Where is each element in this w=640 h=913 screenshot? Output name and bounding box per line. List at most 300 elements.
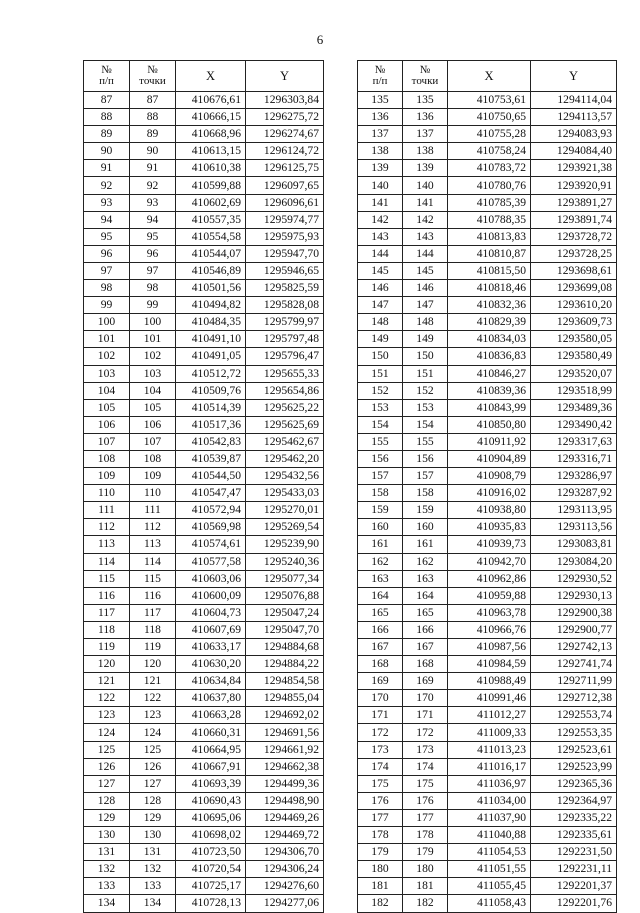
- table-row: [84, 827, 324, 844]
- cell-point-number: 179: [403, 844, 448, 861]
- table-row: [84, 502, 324, 519]
- cell-x: 410693,39: [176, 775, 246, 792]
- cell-y: 1292201,76: [531, 895, 617, 912]
- cell-point-number: 153: [403, 399, 448, 416]
- cell-y: 1293580,05: [531, 331, 617, 348]
- cell-x: 410676,61: [176, 92, 246, 109]
- table-row: [358, 827, 617, 844]
- cell-point-number: 170: [403, 690, 448, 707]
- cell-x: 410557,35: [176, 211, 246, 228]
- cell-point-number: 121: [130, 673, 176, 690]
- cell-row-number: 102: [84, 348, 130, 365]
- cell-point-number: 163: [403, 570, 448, 587]
- table-row: [84, 143, 324, 160]
- table-row: [84, 519, 324, 536]
- cell-point-number: 182: [403, 895, 448, 912]
- table-row: [84, 895, 324, 912]
- cell-y: 1293699,08: [531, 280, 617, 297]
- table-row: [84, 878, 324, 895]
- cell-x: 410547,47: [176, 485, 246, 502]
- table-row: [84, 690, 324, 707]
- cell-row-number: 94: [84, 211, 130, 228]
- cell-y: 1293728,72: [531, 228, 617, 245]
- cell-point-number: 158: [403, 485, 448, 502]
- table-row: [84, 741, 324, 758]
- cell-y: 1292741,74: [531, 656, 617, 673]
- header-point-number: № точки: [403, 61, 448, 92]
- cell-point-number: 135: [403, 92, 448, 109]
- cell-point-number: 102: [130, 348, 176, 365]
- cell-x: 410698,02: [176, 827, 246, 844]
- cell-point-number: 103: [130, 365, 176, 382]
- cell-x: 410815,50: [448, 262, 531, 279]
- cell-y: 1296303,84: [246, 92, 324, 109]
- cell-y: 1293518,99: [531, 382, 617, 399]
- table-header-row: [84, 61, 324, 92]
- table-row: [84, 536, 324, 553]
- table-row: [84, 211, 324, 228]
- cell-row-number: 105: [84, 399, 130, 416]
- cell-point-number: 171: [403, 707, 448, 724]
- cell-x: 410663,28: [176, 707, 246, 724]
- header-point-number: № точки: [130, 61, 176, 92]
- cell-row-number: 124: [84, 724, 130, 741]
- cell-row-number: 151: [358, 365, 403, 382]
- cell-point-number: 94: [130, 211, 176, 228]
- cell-point-number: 98: [130, 280, 176, 297]
- table-row: [84, 177, 324, 194]
- cell-y: 1295462,67: [246, 433, 324, 450]
- cell-y: 1295625,22: [246, 399, 324, 416]
- cell-y: 1295946,65: [246, 262, 324, 279]
- table-row: [358, 399, 617, 416]
- cell-point-number: 178: [403, 827, 448, 844]
- cell-y: 1292231,50: [531, 844, 617, 861]
- cell-y: 1295047,24: [246, 604, 324, 621]
- cell-point-number: 180: [403, 861, 448, 878]
- cell-y: 1295239,90: [246, 536, 324, 553]
- cell-y: 1296125,75: [246, 160, 324, 177]
- cell-y: 1293520,07: [531, 365, 617, 382]
- cell-row-number: 120: [84, 656, 130, 673]
- cell-point-number: 162: [403, 553, 448, 570]
- cell-point-number: 116: [130, 587, 176, 604]
- table-row: [358, 365, 617, 382]
- cell-row-number: 168: [358, 656, 403, 673]
- cell-point-number: 101: [130, 331, 176, 348]
- cell-point-number: 122: [130, 690, 176, 707]
- cell-point-number: 90: [130, 143, 176, 160]
- table-header-row: [358, 61, 617, 92]
- table-row: [84, 450, 324, 467]
- cell-y: 1292742,13: [531, 639, 617, 656]
- cell-row-number: 96: [84, 245, 130, 262]
- cell-x: 411034,00: [448, 792, 531, 809]
- cell-x: 410911,92: [448, 433, 531, 450]
- cell-row-number: 135: [358, 92, 403, 109]
- cell-row-number: 127: [84, 775, 130, 792]
- table-row: [358, 809, 617, 826]
- cell-y: 1295655,33: [246, 365, 324, 382]
- table-row: [84, 194, 324, 211]
- cell-y: 1292365,36: [531, 775, 617, 792]
- cell-row-number: 155: [358, 433, 403, 450]
- cell-row-number: 153: [358, 399, 403, 416]
- cell-row-number: 92: [84, 177, 130, 194]
- table-row: [84, 639, 324, 656]
- cell-row-number: 88: [84, 109, 130, 126]
- cell-y: 1292364,97: [531, 792, 617, 809]
- cell-row-number: 144: [358, 245, 403, 262]
- cell-row-number: 101: [84, 331, 130, 348]
- table-row: [84, 861, 324, 878]
- cell-row-number: 181: [358, 878, 403, 895]
- cell-x: 411036,97: [448, 775, 531, 792]
- cell-x: 410810,87: [448, 245, 531, 262]
- cell-x: 410834,03: [448, 331, 531, 348]
- table-row: [84, 604, 324, 621]
- cell-y: 1293609,73: [531, 314, 617, 331]
- table-row: [84, 160, 324, 177]
- table-row: [84, 673, 324, 690]
- cell-x: 411040,88: [448, 827, 531, 844]
- table-row: [358, 621, 617, 638]
- cell-y: 1295433,03: [246, 485, 324, 502]
- cell-row-number: 114: [84, 553, 130, 570]
- cell-x: 410512,72: [176, 365, 246, 382]
- cell-y: 1292553,74: [531, 707, 617, 724]
- cell-x: 410599,88: [176, 177, 246, 194]
- cell-row-number: 132: [84, 861, 130, 878]
- cell-y: 1293489,36: [531, 399, 617, 416]
- cell-row-number: 163: [358, 570, 403, 587]
- table-row: [84, 382, 324, 399]
- cell-x: 410832,36: [448, 297, 531, 314]
- table-row: [358, 314, 617, 331]
- cell-row-number: 145: [358, 262, 403, 279]
- cell-y: 1294662,38: [246, 758, 324, 775]
- cell-row-number: 97: [84, 262, 130, 279]
- cell-y: 1294277,06: [246, 895, 324, 912]
- cell-row-number: 118: [84, 621, 130, 638]
- table-row: [84, 621, 324, 638]
- table-row: [358, 570, 617, 587]
- cell-row-number: 178: [358, 827, 403, 844]
- cell-row-number: 111: [84, 502, 130, 519]
- cell-x: 410959,88: [448, 587, 531, 604]
- cell-row-number: 149: [358, 331, 403, 348]
- cell-row-number: 165: [358, 604, 403, 621]
- cell-y: 1293490,42: [531, 416, 617, 433]
- cell-row-number: 169: [358, 673, 403, 690]
- cell-x: 410613,15: [176, 143, 246, 160]
- cell-row-number: 112: [84, 519, 130, 536]
- cell-y: 1295974,77: [246, 211, 324, 228]
- cell-x: 410984,59: [448, 656, 531, 673]
- cell-point-number: 100: [130, 314, 176, 331]
- cell-row-number: 131: [84, 844, 130, 861]
- cell-row-number: 134: [84, 895, 130, 912]
- cell-x: 410818,46: [448, 280, 531, 297]
- header-x: X: [176, 61, 246, 92]
- cell-y: 1292711,99: [531, 673, 617, 690]
- cell-x: 410491,10: [176, 331, 246, 348]
- cell-x: 410991,46: [448, 690, 531, 707]
- cell-row-number: 148: [358, 314, 403, 331]
- cell-point-number: 151: [403, 365, 448, 382]
- table-row: [358, 297, 617, 314]
- cell-row-number: 137: [358, 126, 403, 143]
- cell-x: 410630,20: [176, 656, 246, 673]
- cell-row-number: 159: [358, 502, 403, 519]
- cell-x: 410602,69: [176, 194, 246, 211]
- table-row: [358, 280, 617, 297]
- cell-y: 1292523,99: [531, 758, 617, 775]
- cell-point-number: 108: [130, 450, 176, 467]
- cell-row-number: 141: [358, 194, 403, 211]
- cell-y: 1293580,49: [531, 348, 617, 365]
- cell-point-number: 172: [403, 724, 448, 741]
- table-row: [358, 92, 617, 109]
- cell-row-number: 133: [84, 878, 130, 895]
- cell-point-number: 111: [130, 502, 176, 519]
- table-row: [358, 707, 617, 724]
- cell-y: 1292712,38: [531, 690, 617, 707]
- cell-point-number: 105: [130, 399, 176, 416]
- cell-row-number: 174: [358, 758, 403, 775]
- cell-row-number: 123: [84, 707, 130, 724]
- cell-x: 410664,95: [176, 741, 246, 758]
- cell-row-number: 166: [358, 621, 403, 638]
- cell-row-number: 122: [84, 690, 130, 707]
- cell-row-number: 99: [84, 297, 130, 314]
- cell-row-number: 103: [84, 365, 130, 382]
- cell-row-number: 147: [358, 297, 403, 314]
- cell-y: 1292335,22: [531, 809, 617, 826]
- page-number: 6: [316, 32, 324, 47]
- cell-y: 1295799,97: [246, 314, 324, 331]
- cell-y: 1295462,20: [246, 450, 324, 467]
- cell-x: 410577,58: [176, 553, 246, 570]
- cell-row-number: 164: [358, 587, 403, 604]
- table-row: [358, 758, 617, 775]
- table-row: [84, 656, 324, 673]
- cell-row-number: 117: [84, 604, 130, 621]
- table-row: [358, 844, 617, 861]
- table-row: [358, 126, 617, 143]
- cell-y: 1295432,56: [246, 468, 324, 485]
- cell-row-number: 140: [358, 177, 403, 194]
- cell-y: 1294083,93: [531, 126, 617, 143]
- cell-row-number: 157: [358, 468, 403, 485]
- table-row: [84, 468, 324, 485]
- cell-point-number: 166: [403, 621, 448, 638]
- cell-y: 1294855,04: [246, 690, 324, 707]
- cell-row-number: 154: [358, 416, 403, 433]
- table-row: [358, 211, 617, 228]
- cell-y: 1296274,67: [246, 126, 324, 143]
- table-row: [358, 160, 617, 177]
- cell-point-number: 112: [130, 519, 176, 536]
- cell-point-number: 145: [403, 262, 448, 279]
- cell-x: 410938,80: [448, 502, 531, 519]
- cell-y: 1295654,86: [246, 382, 324, 399]
- cell-point-number: 129: [130, 809, 176, 826]
- cell-y: 1294469,72: [246, 827, 324, 844]
- cell-point-number: 92: [130, 177, 176, 194]
- table-row: [358, 177, 617, 194]
- cell-point-number: 118: [130, 621, 176, 638]
- cell-point-number: 128: [130, 792, 176, 809]
- cell-row-number: 130: [84, 827, 130, 844]
- header-row-number: № п/п: [358, 61, 403, 92]
- cell-row-number: 110: [84, 485, 130, 502]
- cell-x: 410916,02: [448, 485, 531, 502]
- table-row: [358, 519, 617, 536]
- cell-x: 410908,79: [448, 468, 531, 485]
- cell-point-number: 157: [403, 468, 448, 485]
- cell-row-number: 93: [84, 194, 130, 211]
- cell-point-number: 177: [403, 809, 448, 826]
- cell-point-number: 124: [130, 724, 176, 741]
- cell-y: 1293113,56: [531, 519, 617, 536]
- cell-point-number: 88: [130, 109, 176, 126]
- cell-row-number: 156: [358, 450, 403, 467]
- cell-x: 410750,65: [448, 109, 531, 126]
- cell-point-number: 110: [130, 485, 176, 502]
- cell-x: 410600,09: [176, 587, 246, 604]
- cell-row-number: 170: [358, 690, 403, 707]
- cell-y: 1293316,71: [531, 450, 617, 467]
- cell-point-number: 181: [403, 878, 448, 895]
- table-row: [84, 126, 324, 143]
- table-row: [84, 348, 324, 365]
- table-row: [358, 895, 617, 912]
- cell-x: 410850,80: [448, 416, 531, 433]
- cell-y: 1295825,59: [246, 280, 324, 297]
- cell-x: 411054,53: [448, 844, 531, 861]
- cell-x: 410542,83: [176, 433, 246, 450]
- table-row: [84, 245, 324, 262]
- table-row: [84, 587, 324, 604]
- cell-y: 1296096,61: [246, 194, 324, 211]
- cell-x: 410569,98: [176, 519, 246, 536]
- cell-row-number: 182: [358, 895, 403, 912]
- cell-point-number: 160: [403, 519, 448, 536]
- cell-point-number: 161: [403, 536, 448, 553]
- cell-y: 1294113,57: [531, 109, 617, 126]
- cell-row-number: 113: [84, 536, 130, 553]
- cell-y: 1294692,02: [246, 707, 324, 724]
- cell-x: 410610,38: [176, 160, 246, 177]
- cell-x: 411051,55: [448, 861, 531, 878]
- table-row: [358, 348, 617, 365]
- cell-y: 1292930,52: [531, 570, 617, 587]
- table-row: [84, 724, 324, 741]
- cell-x: 410962,86: [448, 570, 531, 587]
- cell-y: 1295076,88: [246, 587, 324, 604]
- cell-x: 410484,35: [176, 314, 246, 331]
- cell-row-number: 160: [358, 519, 403, 536]
- cell-point-number: 114: [130, 553, 176, 570]
- cell-row-number: 158: [358, 485, 403, 502]
- cell-x: 410572,94: [176, 502, 246, 519]
- cell-point-number: 139: [403, 160, 448, 177]
- cell-y: 1293083,81: [531, 536, 617, 553]
- cell-x: 410668,96: [176, 126, 246, 143]
- cell-row-number: 143: [358, 228, 403, 245]
- table-row: [358, 262, 617, 279]
- cell-point-number: 104: [130, 382, 176, 399]
- cell-row-number: 152: [358, 382, 403, 399]
- cell-row-number: 138: [358, 143, 403, 160]
- cell-y: 1294854,58: [246, 673, 324, 690]
- cell-point-number: 96: [130, 245, 176, 262]
- cell-x: 410720,54: [176, 861, 246, 878]
- table-row: [358, 656, 617, 673]
- cell-x: 410753,61: [448, 92, 531, 109]
- table-row: [358, 536, 617, 553]
- cell-x: 410963,78: [448, 604, 531, 621]
- cell-x: 410517,36: [176, 416, 246, 433]
- cell-point-number: 140: [403, 177, 448, 194]
- cell-point-number: 156: [403, 450, 448, 467]
- cell-x: 410494,82: [176, 297, 246, 314]
- cell-point-number: 130: [130, 827, 176, 844]
- cell-x: 410603,06: [176, 570, 246, 587]
- cell-y: 1293891,74: [531, 211, 617, 228]
- cell-row-number: 177: [358, 809, 403, 826]
- cell-point-number: 175: [403, 775, 448, 792]
- cell-x: 410690,43: [176, 792, 246, 809]
- cell-y: 1293921,38: [531, 160, 617, 177]
- cell-row-number: 129: [84, 809, 130, 826]
- table-row: [358, 245, 617, 262]
- cell-row-number: 87: [84, 92, 130, 109]
- cell-y: 1295947,70: [246, 245, 324, 262]
- table-row: [358, 724, 617, 741]
- table-row: [84, 109, 324, 126]
- cell-x: 410544,07: [176, 245, 246, 262]
- cell-point-number: 133: [130, 878, 176, 895]
- cell-y: 1292335,61: [531, 827, 617, 844]
- cell-y: 1293610,20: [531, 297, 617, 314]
- table-row: [84, 485, 324, 502]
- cell-x: 410758,24: [448, 143, 531, 160]
- cell-row-number: 179: [358, 844, 403, 861]
- cell-x: 410829,39: [448, 314, 531, 331]
- table-row: [358, 468, 617, 485]
- cell-point-number: 97: [130, 262, 176, 279]
- cell-y: 1293287,92: [531, 485, 617, 502]
- cell-y: 1292553,35: [531, 724, 617, 741]
- cell-point-number: 126: [130, 758, 176, 775]
- cell-y: 1293698,61: [531, 262, 617, 279]
- cell-row-number: 107: [84, 433, 130, 450]
- cell-x: 410939,73: [448, 536, 531, 553]
- cell-row-number: 125: [84, 741, 130, 758]
- table-row: [84, 365, 324, 382]
- cell-row-number: 172: [358, 724, 403, 741]
- cell-point-number: 148: [403, 314, 448, 331]
- cell-row-number: 150: [358, 348, 403, 365]
- table-row: [84, 314, 324, 331]
- cell-y: 1294469,26: [246, 809, 324, 826]
- cell-y: 1293728,25: [531, 245, 617, 262]
- cell-row-number: 90: [84, 143, 130, 160]
- table-row: [358, 861, 617, 878]
- cell-x: 410509,76: [176, 382, 246, 399]
